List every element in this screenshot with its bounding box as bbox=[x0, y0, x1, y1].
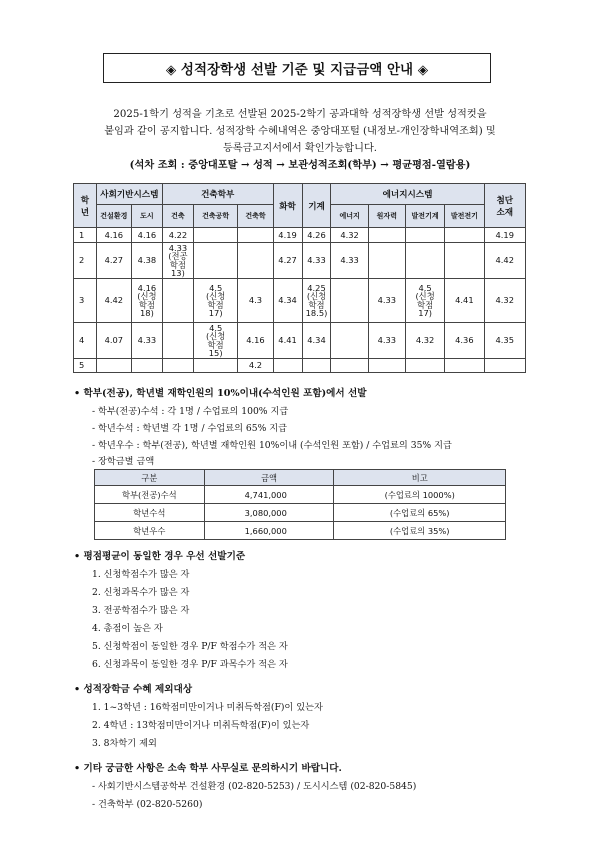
cutoff-cell-mechanical: 4.33 bbox=[302, 243, 331, 279]
cutoff-cell-chemical bbox=[273, 359, 302, 373]
cutoff-cell-energy: 4.33 bbox=[331, 243, 368, 279]
exclusion-item: 1. 1~3학년 : 16학점미만이거나 미취득학점(F)이 있는자 bbox=[92, 702, 323, 713]
selection-item: - 장학금별 금액 bbox=[92, 456, 155, 467]
selection-heading: • 학부(전공), 학년별 재학인원의 10%이내(수석인원 포함)에서 선발 bbox=[74, 388, 367, 399]
year-cell: 5 bbox=[74, 359, 97, 373]
cutoff-cell-urban: 4.33 bbox=[131, 323, 162, 359]
group-architecture: 건축학부 bbox=[162, 184, 273, 205]
cutoff-cell-energy: 4.32 bbox=[331, 228, 368, 243]
cutoff-cell-urban: 4.16 bbox=[131, 228, 162, 243]
selection-item: - 학년우수 : 학부(전공), 학년별 재학인원 10%이내 (수석인원 포함) / 수업료의 35% 지급 bbox=[92, 440, 452, 451]
cutoff-cell-civil-env: 4.07 bbox=[96, 323, 131, 359]
sub-arch-studio: 건축학 bbox=[238, 205, 273, 228]
table-row bbox=[74, 279, 526, 323]
contact-item: - 사회기반시스템공학부 건설환경 (02-820-5253) / 도시시스템 (02-820-5845) bbox=[92, 781, 417, 792]
cutoff-cell-advanced bbox=[484, 359, 525, 373]
sub-arch-eng: 건축공학 bbox=[193, 205, 237, 228]
cutoff-cell-advanced: 4.42 bbox=[484, 243, 525, 279]
cutoff-cell-power-elec bbox=[445, 228, 484, 243]
cutoff-cell-mechanical bbox=[302, 359, 331, 373]
intro-text bbox=[40, 106, 560, 174]
cutoff-cell-power-machine: 4.32 bbox=[405, 323, 444, 359]
exclusion-heading: • 성적장학금 수혜 제외대상 bbox=[74, 684, 193, 695]
selection-item: - 학부(전공)수석 : 각 1명 / 수업료의 100% 지급 bbox=[92, 406, 289, 417]
cutoff-cell-arch-eng bbox=[193, 243, 237, 279]
cutoff-cell-power-elec bbox=[445, 359, 484, 373]
cutoff-cell-urban bbox=[131, 359, 162, 373]
amount-header-category: 구분 bbox=[95, 470, 205, 486]
cutoff-cell-arch bbox=[162, 279, 193, 323]
cutoff-cell-civil-env bbox=[96, 359, 131, 373]
cutoff-cell-power-elec bbox=[445, 243, 484, 279]
intro-line: 등록금고지서에서 확인가능합니다. bbox=[222, 143, 378, 154]
cutoff-cell-arch bbox=[162, 323, 193, 359]
exclusion-item: 3. 8차학기 제외 bbox=[92, 738, 157, 749]
cutoff-cell-power-machine bbox=[405, 228, 444, 243]
cutoff-cell-civil-env: 4.27 bbox=[96, 243, 131, 279]
cutoff-cell-nuclear bbox=[368, 243, 405, 279]
sub-power-elec: 발전전기 bbox=[445, 205, 484, 228]
cutoff-cell-energy bbox=[331, 359, 368, 373]
cutoff-cell-chemical: 4.27 bbox=[273, 243, 302, 279]
year-cell: 4 bbox=[74, 323, 97, 359]
intro-line: 붙임과 같이 공지합니다. 성적장학 수혜내역은 중앙대포털 (내정보-개인장학내역조회) 및 bbox=[104, 126, 496, 137]
amount-value: 4,741,000 bbox=[204, 486, 334, 504]
amount-note: (수업료의 65%) bbox=[334, 504, 506, 522]
tiebreak-item: 6. 신청과목이 동일한 경우 P/F 과목수가 적은 자 bbox=[92, 659, 288, 670]
cutoff-cell-mechanical: 4.26 bbox=[302, 228, 331, 243]
cutoff-cell-mechanical: 4.25 (신청 학점 18.5) bbox=[302, 279, 331, 323]
sub-arch: 건축 bbox=[162, 205, 193, 228]
cutoff-cell-civil-env: 4.42 bbox=[96, 279, 131, 323]
year-header: 학년 bbox=[74, 184, 97, 228]
cutoff-cell-arch-studio bbox=[238, 243, 273, 279]
cutoff-cell-chemical: 4.34 bbox=[273, 279, 302, 323]
amount-value: 3,080,000 bbox=[204, 504, 334, 522]
amount-table bbox=[94, 469, 506, 540]
cutoff-cell-power-elec: 4.36 bbox=[445, 323, 484, 359]
tiebreak-item: 2. 신청과목수가 많은 자 bbox=[92, 587, 190, 598]
year-cell: 3 bbox=[74, 279, 97, 323]
cutoff-cell-arch-studio: 4.16 bbox=[238, 323, 273, 359]
cutoff-cell-power-machine bbox=[405, 359, 444, 373]
table-row bbox=[74, 228, 526, 243]
cutoff-table bbox=[73, 183, 526, 373]
selection-item: - 학년수석 : 학년별 각 1명 / 수업료의 65% 지급 bbox=[92, 423, 287, 434]
exclusion-item: 2. 4학년 : 13학점미만이거나 미취득학점(F)이 있는자 bbox=[92, 720, 310, 731]
table-row bbox=[95, 522, 506, 540]
amount-category: 학부(전공)수석 bbox=[95, 486, 205, 504]
table-row bbox=[74, 323, 526, 359]
cutoff-cell-arch bbox=[162, 359, 193, 373]
amount-value: 1,660,000 bbox=[204, 522, 334, 540]
tiebreak-heading: • 평점평균이 동일한 경우 우선 선발기준 bbox=[74, 551, 246, 562]
group-energy: 에너지시스템 bbox=[331, 184, 484, 205]
tiebreak-item: 5. 신청학점이 동일한 경우 P/F 학점수가 적은 자 bbox=[92, 641, 288, 652]
cutoff-cell-arch: 4.33 (전공 학점 13) bbox=[162, 243, 193, 279]
cutoff-cell-power-machine: 4.5 (신청 학점 17) bbox=[405, 279, 444, 323]
cutoff-cell-arch-studio: 4.3 bbox=[238, 279, 273, 323]
intro-line: 2025-1학기 성적을 기초로 선발된 2025-2학기 공과대학 성적장학생 선발 성적컷을 bbox=[113, 109, 487, 120]
page-title: ◈ 성적장학생 선발 기준 및 지급금액 안내 ◈ bbox=[103, 53, 491, 83]
tiebreak-item: 3. 전공학점수가 많은 자 bbox=[92, 605, 190, 616]
table-row bbox=[74, 359, 526, 373]
cutoff-cell-energy bbox=[331, 323, 368, 359]
year-cell: 2 bbox=[74, 243, 97, 279]
sub-energy: 에너지 bbox=[331, 205, 368, 228]
cutoff-cell-nuclear: 4.33 bbox=[368, 323, 405, 359]
table-row bbox=[95, 504, 506, 522]
amount-category: 학년수석 bbox=[95, 504, 205, 522]
group-advanced: 첨단소재 bbox=[484, 184, 525, 228]
cutoff-cell-power-elec: 4.41 bbox=[445, 279, 484, 323]
cutoff-cell-civil-env: 4.16 bbox=[96, 228, 131, 243]
cutoff-cell-chemical: 4.41 bbox=[273, 323, 302, 359]
amount-note: (수업료의 35%) bbox=[334, 522, 506, 540]
cutoff-cell-arch-studio: 4.2 bbox=[238, 359, 273, 373]
sub-civil-env: 건설환경 bbox=[96, 205, 131, 228]
cutoff-cell-arch-eng: 4.5 (신청 학점 17) bbox=[193, 279, 237, 323]
cutoff-cell-arch: 4.22 bbox=[162, 228, 193, 243]
cutoff-cell-urban: 4.16 (신청 학점 18) bbox=[131, 279, 162, 323]
cutoff-cell-nuclear: 4.33 bbox=[368, 279, 405, 323]
tiebreak-item: 4. 총점이 높은 자 bbox=[92, 623, 163, 634]
year-cell: 1 bbox=[74, 228, 97, 243]
group-chemical: 화학 bbox=[273, 184, 302, 228]
group-mechanical: 기계 bbox=[302, 184, 331, 228]
table-row bbox=[95, 486, 506, 504]
group-social-infra: 사회기반시스템 bbox=[96, 184, 162, 205]
cutoff-cell-mechanical: 4.34 bbox=[302, 323, 331, 359]
cutoff-cell-arch-studio bbox=[238, 228, 273, 243]
amount-header-amount: 금액 bbox=[204, 470, 334, 486]
amount-header-note: 비고 bbox=[334, 470, 506, 486]
intro-path-line: (석차 조회 : 중앙대포탈 → 성적 → 보관성적조회(학부) → 평균평점-열람용) bbox=[129, 159, 471, 171]
amount-note: (수업료의 1000%) bbox=[334, 486, 506, 504]
cutoff-cell-arch-eng bbox=[193, 228, 237, 243]
cutoff-cell-energy bbox=[331, 279, 368, 323]
cutoff-cell-urban: 4.38 bbox=[131, 243, 162, 279]
table-row bbox=[74, 243, 526, 279]
cutoff-cell-arch-eng bbox=[193, 359, 237, 373]
tiebreak-item: 1. 신청학점수가 많은 자 bbox=[92, 569, 190, 580]
contact-heading: • 기타 궁금한 사항은 소속 학부 사무실로 문의하시기 바랍니다. bbox=[74, 763, 342, 774]
amount-category: 학년우수 bbox=[95, 522, 205, 540]
cutoff-cell-advanced: 4.32 bbox=[484, 279, 525, 323]
sub-power-machine: 발전기계 bbox=[405, 205, 444, 228]
cutoff-cell-nuclear bbox=[368, 359, 405, 373]
sub-urban: 도시 bbox=[131, 205, 162, 228]
cutoff-cell-chemical: 4.19 bbox=[273, 228, 302, 243]
cutoff-cell-power-machine bbox=[405, 243, 444, 279]
cutoff-cell-arch-eng: 4.5 (신청 학점 15) bbox=[193, 323, 237, 359]
cutoff-cell-advanced: 4.19 bbox=[484, 228, 525, 243]
sub-nuclear: 원자력 bbox=[368, 205, 405, 228]
contact-item: - 건축학부 (02-820-5260) bbox=[92, 799, 203, 810]
cutoff-cell-nuclear bbox=[368, 228, 405, 243]
cutoff-cell-advanced: 4.35 bbox=[484, 323, 525, 359]
